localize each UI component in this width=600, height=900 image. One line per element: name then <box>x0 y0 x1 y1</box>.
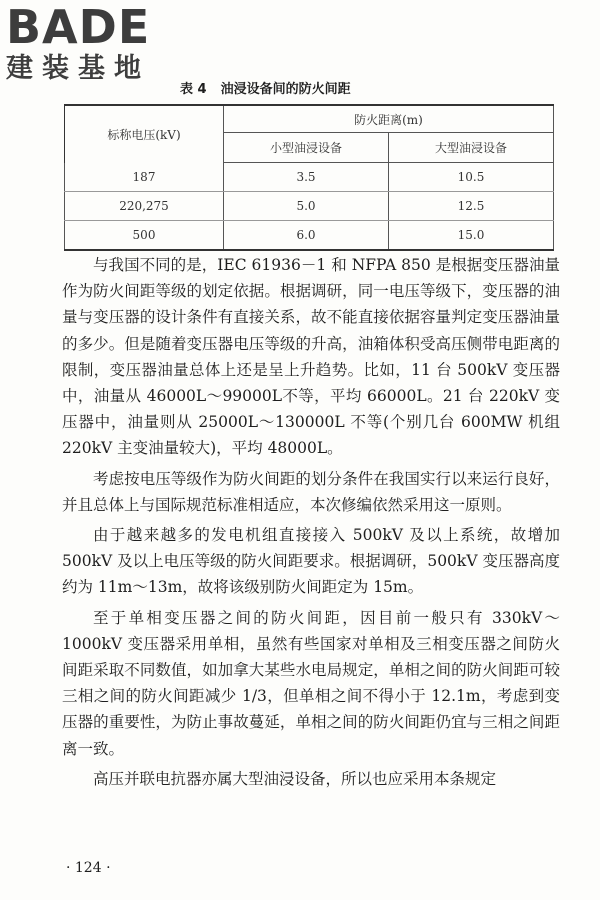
logo-subtitle: 建装基地 <box>6 53 150 84</box>
paragraph-single-phase: 至于单相变压器之间的防火间距，因目前一般只有 330kV～1000kV 变压器采用单相，虽然有些国家对单相及三相变压器之间防火间距采取不同数值，如加拿大某些水电局规定，单相之间的防火间距可较三相之间的防火间距减少 1/3，但单相之间不得小于 12.1m，考虑到变压器的重要性，为防止事故蔓延，单相之间的防火间距仍宜与三相之间距离一致。 <box>62 608 560 758</box>
table-title: 油浸设备间的防火间距 <box>220 82 351 97</box>
cell-small: 6.0 <box>224 221 389 251</box>
header-distance: 防火距离(m) <box>224 105 554 133</box>
header-large-equipment: 大型油浸设备 <box>389 133 554 163</box>
table-row <box>65 221 554 251</box>
cell-voltage: 187 <box>65 163 224 192</box>
cell-large: 12.5 <box>389 192 554 221</box>
logo-wordmark: BADE <box>6 0 151 54</box>
table-row <box>65 163 554 192</box>
paragraph-oil-volume-basis: 与我国不同的是，IEC 61936－1 和 NFPA 850 是根据变压器油量作为防火间距等级的划定依据。根据调研，同一电压等级下，变压器的油量与变压器的设计条件有直接关系，故不能直接依据容量判定变压器油量的多少。但是随着变压器电压等级的升高，油箱体积受高压侧带电距离的限制，变压器油量总体上还是呈上升趋势。比如，11 台 500kV 变压器中，油量从 46000L～99000L不等，平均 66000L。21 台 220kV 变压器中，油量则从 25000L～130000L 不等(个别几台 600MW 机组 220kV 主变油量较大)，平均 48000L。 <box>62 256 560 458</box>
cell-voltage: 500 <box>65 221 224 251</box>
cell-large: 15.0 <box>389 221 554 251</box>
body-text <box>62 252 560 792</box>
paragraph-voltage-criterion: 考虑按电压等级作为防火间距的划分条件在我国实行以来运行良好，并且总体上与国际规范标准相适应，本次修编依然采用这一原则。 <box>62 469 560 514</box>
bade-logo <box>6 0 151 84</box>
table-row <box>65 192 554 221</box>
paragraph-reactor: 高压并联电抗器亦属大型油浸设备，所以也应采用本条规定 <box>93 769 497 788</box>
page-number: · 124 · <box>66 860 111 876</box>
fire-distance-table <box>64 104 554 251</box>
cell-small: 5.0 <box>224 192 389 221</box>
header-voltage: 标称电压(kV) <box>65 105 224 163</box>
cell-voltage: 220,275 <box>65 192 224 221</box>
table-caption <box>180 78 460 97</box>
table-label: 表 4 <box>180 82 207 97</box>
cell-small: 3.5 <box>224 163 389 192</box>
header-small-equipment: 小型油浸设备 <box>224 133 389 163</box>
cell-large: 10.5 <box>389 163 554 192</box>
paragraph-500kv-requirement: 由于越来越多的发电机组直接接入 500kV 及以上系统，故增加 500kV 及以上电压等级的防火间距要求。根据调研，500kV 变压器高度约为 11m～13m，故将该级别防火间距定为 15m。 <box>62 526 560 597</box>
